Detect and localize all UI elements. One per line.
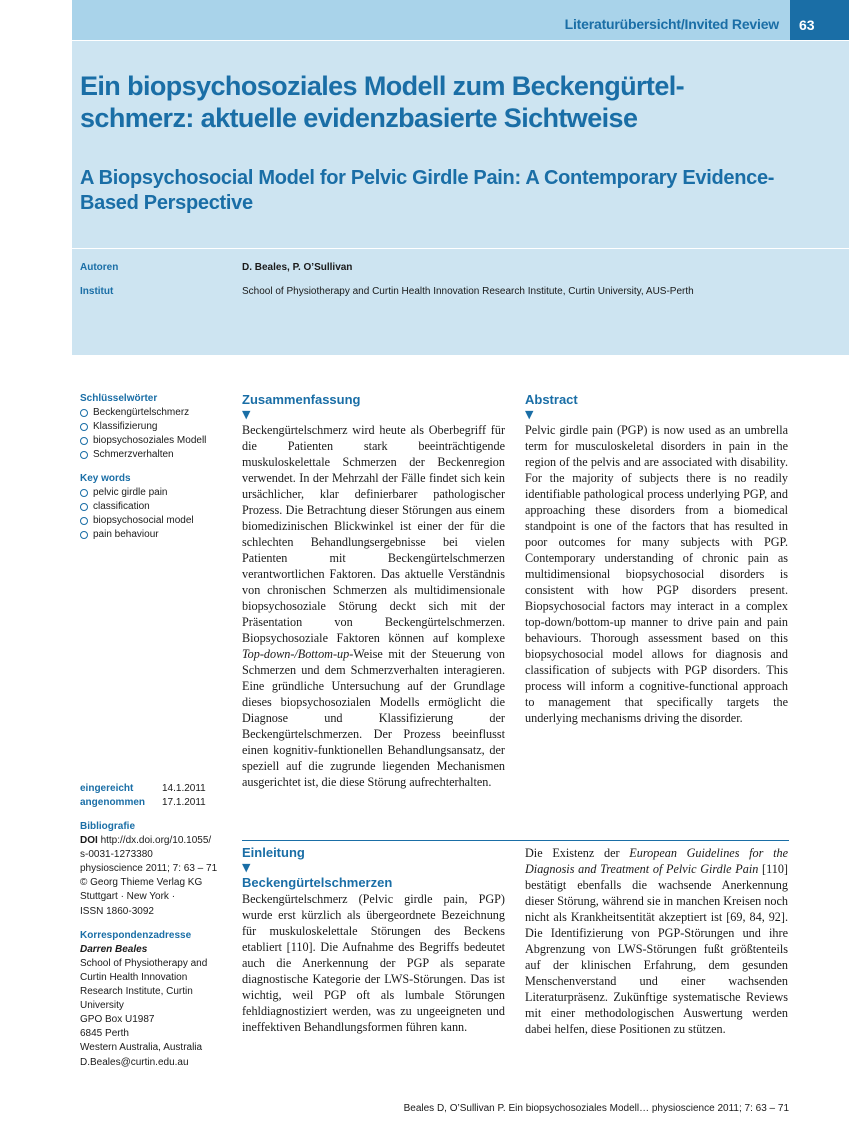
submission-dates <box>80 782 206 810</box>
abstract-section <box>525 392 788 726</box>
section-divider <box>242 840 789 841</box>
einleitung-text: Beckengürtelschmerz (Pelvic girdle pain, PGP) wurde erst kürzlich als übergeordnete Bezeichnung für muskuloskelettale Störungen des Beckens etabliert [110]. Die Aufnahme des Begriffs bedeutet auch die Anerkennung der PGP als separate diagnostische Kategorie der LWS-Störungen. Das ist wichtig, weil PGP oft als lumbale Störungen fehldiagnostiziert werden, was zu ungeeigneten und ineffektiven Behandlungsformen führen kann. <box>242 892 505 1034</box>
triangle-down-icon: ▼ <box>242 408 251 421</box>
bibliography-line: © Georg Thieme Verlag KG <box>80 877 203 889</box>
abstract-text: Pelvic girdle pain (PGP) is now used as an umbrella term for musculoskeletal disorders in pain in the region of the pelvis and are associated with disability. For the majority of subjects there is no readily identifiable pathological process underlying PGP, and approaching these disorders from a biomedical standpoint is one of the factors that has resulted in poor outcomes for many subjects with PGP. Contemporary understanding of chronic pain as multidimensional biopsychosocial disorders is consistent with how PGP disorders present. Biopsychosocial factors may interact in a complex top-down/bottom-up manner to drive pain and pain behaviours. Thorough assessment based on this biopsychosocial model allows for diagnosis and classification of subjects with PGP disorders. This process will inform a cognitive-functional approach to management that specifically targets the underlying mechanisms driving the disorder. <box>525 423 788 725</box>
address-line: GPO Box U1987 <box>80 1014 155 1026</box>
triangle-down-icon: ▼ <box>525 408 534 421</box>
email-link[interactable]: D.Beales@curtin.edu.au <box>80 1056 189 1068</box>
title-english: A Biopsychosocial Model for Pelvic Girdle Pain: A Contemporary Evidence-Based Perspective <box>80 167 775 214</box>
zusammenfassung-heading: Zusammenfassung <box>242 392 361 407</box>
abstract-heading: Abstract <box>525 392 578 407</box>
keyword-item: pain behaviour <box>80 528 230 542</box>
einleitung-heading: Einleitung <box>242 845 305 860</box>
keywords-de-label: Schlüsselwörter <box>80 393 158 404</box>
bullet-icon <box>80 437 88 445</box>
address-line: University <box>80 1000 124 1012</box>
title-german: Ein biopsychosoziales Modell zum Beckengürtel-schmerz: aktuelle evidenzbasierte Sichtweise <box>80 71 685 133</box>
keyword-item: biopsychosocial model <box>80 514 230 528</box>
institute-label: Institut <box>80 286 114 297</box>
bibliography-line: Stuttgart · New York · <box>80 891 176 903</box>
address-line: Curtin Health Innovation <box>80 971 188 983</box>
page-number: 63 <box>799 17 815 33</box>
header-divider <box>72 40 849 41</box>
keywords-sidebar <box>80 392 230 542</box>
keyword-item: Beckengürtelschmerz <box>80 406 230 420</box>
keyword-item: classification <box>80 500 230 514</box>
zusammenfassung-section <box>242 392 505 790</box>
footer-citation: Beales D, O’Sullivan P. Ein biopsychosoziales Modell… physioscience 2011; 7: 63 – 71 <box>403 1103 789 1114</box>
bullet-icon <box>80 489 88 497</box>
address-line: Research Institute, Curtin <box>80 986 193 998</box>
keywords-en-label: Key words <box>80 473 131 484</box>
keyword-item: biopsychosoziales Modell <box>80 434 230 448</box>
bullet-icon <box>80 503 88 511</box>
bullet-icon <box>80 451 88 459</box>
correspondence-name: Darren Beales <box>80 943 148 955</box>
page-number-box <box>790 0 849 40</box>
address-line: Western Australia, Australia <box>80 1042 203 1054</box>
bullet-icon <box>80 423 88 431</box>
correspondence-label: Korrespondenzadresse <box>80 929 192 941</box>
keyword-item: Schmerzverhalten <box>80 448 230 462</box>
doi-label: DOI <box>80 835 98 847</box>
title-divider <box>72 248 849 249</box>
zusammenfassung-text: Beckengürtelschmerz wird heute als Oberbegriff für die Patienten stark beeinträchtigende muskuloskelettale Schmerzen der Beckenregion verwendet. In der Mehrzahl der Fälle findet sich kein ursächlicher, klar definierbarer pathologischer Prozess. Die Betrachtung dieser Störungen aus einem biomedizinischen Blickwinkel ist einer der für die schlechten Behandlungsergebnisse bei vielen Patienten mit Beckengürtelschmerzen verantwortlichen Faktoren. Das aktuelle Verständnis von chronischen Schmerzen als multidimensionale biopsychosoziale Störung deckt sich mit der Präsentation von Beckengürtelschmerzen. Biopsychosoziale Faktoren können auf komplexe Top-down-/Bottom-up-Weise mit der Steuerung von Schmerzen und dem Schmerzverhalten interagieren. Eine gründliche Untersuchung auf der Grundlage dieses biopsychosozialen Modells ermöglicht die Diagnose und Klassifizierung der Beckengürtelschmerzen. Der Prozess beeinflusst einen kognitiv-funktionellen Behandlungsansatz, der speziell auf die zugrunde liegenden Mechanismen ausgerichtet ist, die diese Störung aufrechterhalten. <box>242 423 505 789</box>
bullet-icon <box>80 517 88 525</box>
bibliography-block <box>80 820 230 1070</box>
accepted-date: 17.1.2011 <box>162 797 206 808</box>
keyword-item: pelvic girdle pain <box>80 486 230 500</box>
keyword-item: Klassifizierung <box>80 420 230 434</box>
bibliography-line: s-0031-1273380 <box>80 849 153 861</box>
address-line: 6845 Perth <box>80 1028 129 1040</box>
einleitung-section <box>242 845 505 1035</box>
bullet-icon <box>80 531 88 539</box>
einleitung-subheading: Beckengürtelschmerzen <box>242 875 393 890</box>
einleitung-continued <box>525 845 788 1037</box>
doi-line <box>80 834 230 848</box>
address-line: School of Physiotherapy and <box>80 957 208 969</box>
submitted-date: 14.1.2011 <box>162 783 206 794</box>
authors-label: Autoren <box>80 262 119 273</box>
triangle-down-icon: ▼ <box>242 861 251 874</box>
authors: D. Beales, P. O’Sullivan <box>242 262 353 273</box>
bibliography-line: physioscience 2011; 7: 63 – 71 <box>80 863 218 875</box>
section-label: Literaturübersicht/Invited Review <box>564 16 779 32</box>
submitted-label: eingereicht <box>80 783 134 794</box>
einleitung-right-text: Die Existenz der European Guidelines for the Diagnosis and Treatment of Pelvic Girdle Pain [110] bestätigt ebenfalls die wachsende Anerkennung dieser Störung, während sie in manchen Kreisen noch nicht als Krankheitsentität akzeptiert ist [69, 84, 92]. Die Identifizierung von PGP-Störungen und ihre Abgrenzung von LWS-Störungen fußt größtenteils auf der klinischen Erfahrung, dem gesunden Menschenverstand und einer wachsenden Literaturpräsenz. Zukünftige systematische Reviews mit einer methodologischen Auswertung werden dabei helfen, diese Positionen zu stützen. <box>525 846 788 1036</box>
institute: School of Physiotherapy and Curtin Health Innovation Research Institute, Curtin University, AUS-Perth <box>242 286 694 297</box>
doi-link[interactable]: http://dx.doi.org/10.1055/ <box>100 835 212 847</box>
bullet-icon <box>80 409 88 417</box>
bibliography-label: Bibliografie <box>80 821 136 832</box>
accepted-label: angenommen <box>80 797 146 808</box>
bibliography-line: ISSN 1860-3092 <box>80 905 154 917</box>
